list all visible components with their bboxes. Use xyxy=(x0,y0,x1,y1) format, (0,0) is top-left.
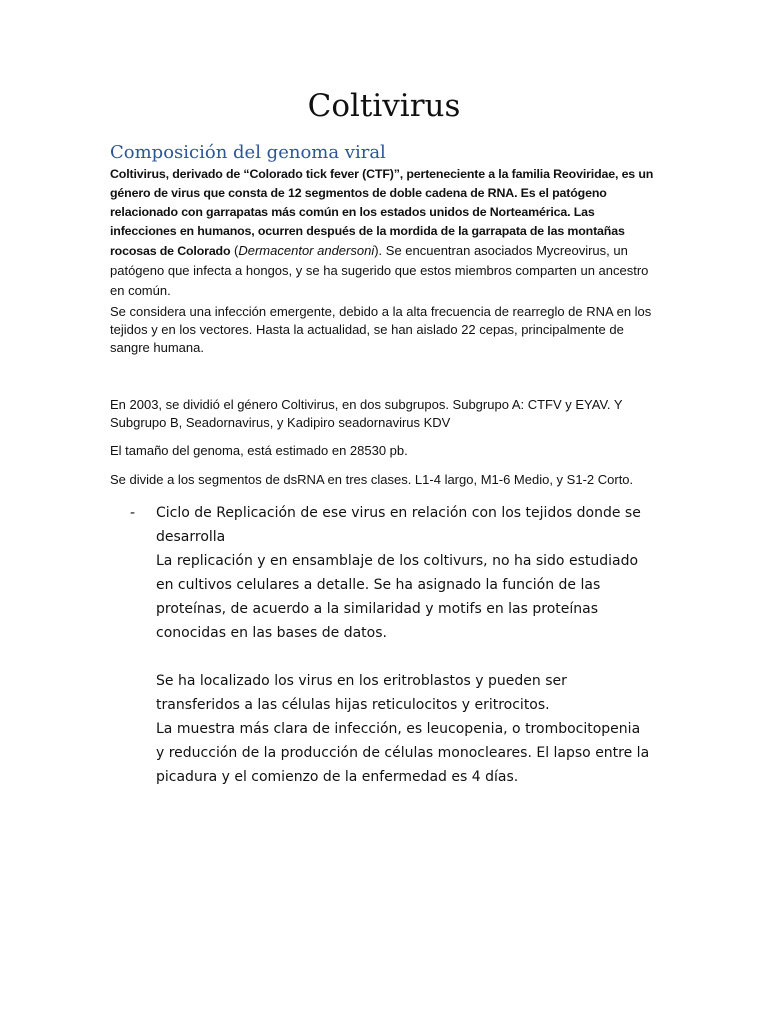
infection-sample-text: La muestra más clara de infección, es leucopenia, o trombocitopenia y reducción de la producción de células monocleares. El lapso entre la picadura y el comienzo de la enfermedad es 4 días. xyxy=(156,721,650,785)
paragraph-genome-size: El tamaño del genoma, está estimado en 28530 pb. xyxy=(110,443,408,458)
document-title: Coltivirus xyxy=(307,88,461,124)
intro-paragraph xyxy=(110,165,660,301)
paragraph-segment-classes: Se divide a los segmentos de dsRNA en tres clases. L1-4 largo, M1-6 Medio, y S1-2 Corto. xyxy=(110,472,634,487)
list-item-heading: Ciclo de Replicación de ese virus en relación con los tejidos donde se desarrolla xyxy=(156,505,641,545)
replication-text: La replicación y en ensamblaje de los coltivurs, no ha sido estudiado en cultivos celulares a detalle. Se ha asignado la función de las proteínas, de acuerdo a la similaridad y motifs en las proteínas conocidas en las bases de datos. xyxy=(156,553,639,641)
paragraph-2003-division: En 2003, se dividió el género Coltivirus, en dos subgrupos. Subgrupo A: CTFV y EYAV. Y Subgrupo B, Seadornavirus, y Kadipiro seadornavirus KDV xyxy=(110,397,623,430)
intro-rest-text: ). Se encuentran asociados Mycreovirus, un patógeno que infecta a hongos, y se ha sugerido que estos miembros comparten un ancestro en común. xyxy=(110,243,649,298)
section-heading: Composición del genoma viral xyxy=(110,142,386,163)
intro-paren-open: ( xyxy=(230,243,239,258)
intro-bold-text: Coltivirus, derivado de “Colorado tick fever (CTF)”, perteneciente a la familia Reoviridae, es un género de virus que consta de 12 segmentos de doble cadena de RNA. Es el patógeno relacionado con garrapatas más común en los estados unidos de Norteamérica. Las infecciones en humanos, ocurren después de la mordida de la garrapata de las montañas rocosas de Colorado xyxy=(110,167,654,258)
paragraph-emergent-infection: Se considera una infección emergente, debido a la alta frecuencia de rearreglo de RNA en los tejidos y en los vectores. Hasta la actualidad, se han aislado 22 cepas, principalmente de sangre humana. xyxy=(110,304,652,355)
paragraph-gap xyxy=(156,645,651,669)
localization-text: Se ha localizado los virus en los eritroblastos y pueden ser transferidos a las células hijas reticulocitos y eritrocitos. xyxy=(156,673,567,713)
list-item-body xyxy=(156,501,651,789)
species-name: Dermacentor andersoni xyxy=(238,243,375,258)
list-bullet: - xyxy=(130,505,136,521)
